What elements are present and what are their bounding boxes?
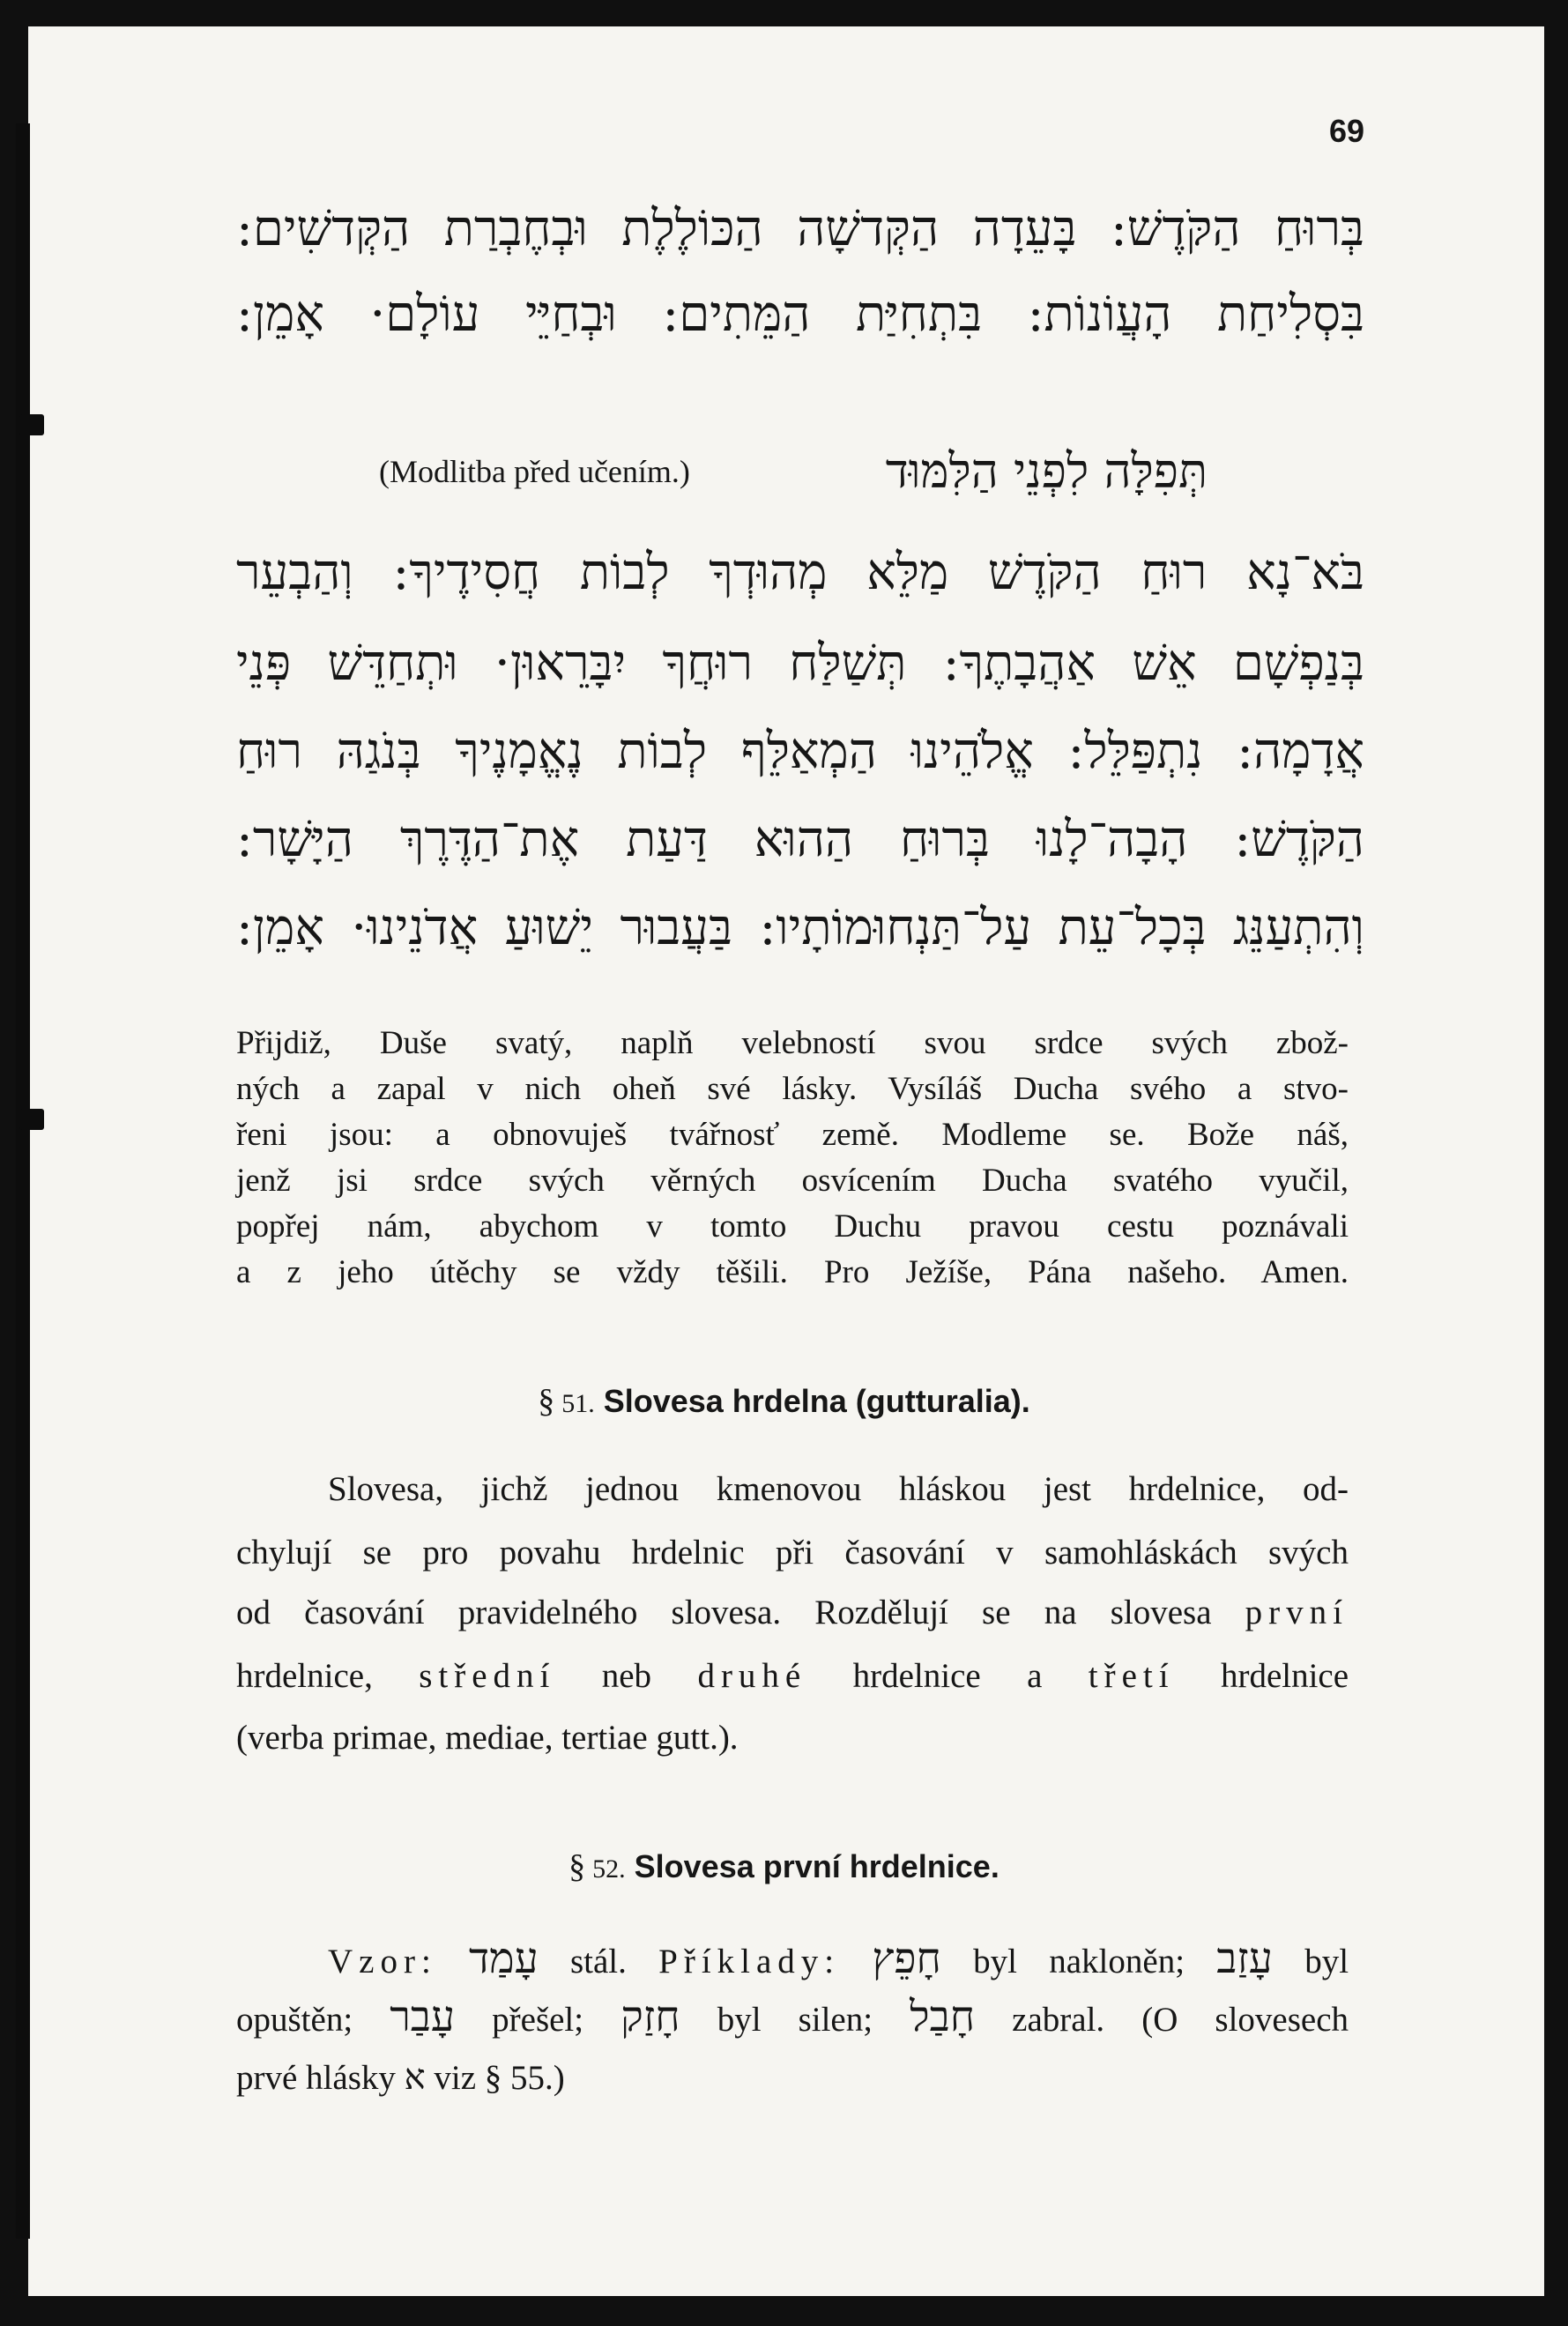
section-51-line: (verba primae, mediae, tertiae gutt.). [236,1719,739,1757]
text-segment: (O slovesech [1141,2001,1349,2039]
gloss: přešel; [492,2001,584,2039]
hebrew-word: חָפֵץ [872,1934,941,1983]
czech-prayer-line: popřej nám, abychom v tomto Duchu pravou cestu poznávali [236,1208,1349,1245]
section-51-line [236,1588,1349,1638]
hebrew-prayer-line: בֹּא־נָא רוּחַ הַקֹּדֶשׁ מַלֵּא מְהוּדְךָ לְבוֹת חֲסִידֶיךָ: וְהַבְעֵר [236,544,1364,601]
section-51-line: chylují se pro povahu hrdelnic při časování v samohláskách svých [236,1534,1349,1572]
text-segment: prvé hlásky [236,2059,396,2097]
hebrew-prayer-line: אֲדָמָה: נִתְפַּלֵּל: אֱלֹהֵינוּ הַמְאַלֵּף לְבוֹת נֶאֱמָנֶיךָ בְּנֹגַהּ רוּחַ [236,723,1364,780]
prayer-title-hebrew: תְּפִלָּה לִפְנֵי הַלִּמּוּד [885,443,1208,499]
gloss: byl nakloněn; [973,1943,1185,1980]
czech-prayer-line: řeni jsou: a obnovuješ tvářnosť země. Modleme se. Bože náš, [236,1117,1349,1153]
binding-mark [19,414,44,435]
hebrew-line: בִּסְלִיחַת הָעֲוֹנוֹת: בִּתְחִיַּת הַמֵּתִים: וּבְחַיֵּי עוֹלָם· אָמֵן: [236,286,1364,343]
text-segment: viz § 55.) [434,2059,565,2097]
text-segment: opuštěn; [236,2001,353,2039]
binding-edge [16,123,30,2239]
text-segment: hrdelnice [1220,1657,1349,1695]
gloss: byl [1304,1943,1349,1980]
priklady-label: Příklady: [658,1943,841,1980]
vzor-label: Vzor: [328,1943,437,1980]
prayer-title-czech: (Modlitba před učením.) [379,454,690,489]
binding-mark [19,1109,44,1130]
hebrew-word: חָזַק [621,1992,680,2041]
czech-prayer-line: jenž jsi srdce svých věrných osvícením Ducha svatého vyučil, [236,1163,1349,1199]
hebrew-line: בְּרוּחַ הַקֹּדֶשׁ: בָּעֵדָה הַקְּדשָׁה הַכּוֹלֶלֶת וּבְחֶבְרַת הַקְּדשִׁים: [236,200,1364,257]
section-51-heading [0,1382,1568,1421]
section-51-line: Slovesa, jichž jednou kmenovou hláskou jest hrdelnice, od- [328,1470,1349,1508]
hebrew-word: עָבַר [390,1992,456,2041]
page-number: 69 [1328,113,1364,149]
prayer-title [379,441,1208,502]
section-number: 51. [561,1389,595,1418]
czech-prayer-line: a z jeho útěchy se vždy těšili. Pro Ježíše, Pána našeho. Amen. [236,1254,1349,1290]
text-segment: hrdelnice a [852,1657,1043,1695]
spaced-word: první [1245,1594,1349,1631]
hebrew-word: עָמַד [469,1934,539,1983]
spaced-word: střední [419,1657,556,1695]
section-51-line [236,1652,1349,1701]
section-title: Slovesa hrdelna (gutturalia). [603,1383,1030,1419]
hebrew-prayer-line: וְהִתְעַנֵּג בְּכָל־עֵת עַל־תַּנְחוּמוֹתָיו: בַּעֲבוּר יֵשׁוּעַ אֲדֹנֵינוּ· אָמֵן: [236,899,1364,956]
section-symbol: § [568,1848,586,1885]
section-52-line [236,1988,1349,2048]
text-segment: neb [601,1657,652,1695]
hebrew-word: עָזַב [1216,1934,1273,1983]
gloss: byl silen; [717,2001,873,2039]
section-52-line [328,1930,1349,1990]
hebrew-prayer-line: בְּנַפְשָׁם אֵשׁ אַהֲבָתֶךָ: תְּשַׁלַּח רוּחֲךָ יִבָּרֵאוּן· וּתְחַדֵּשׁ פְּנֵי [236,635,1364,692]
hebrew-word: חָבַל [910,1992,976,2041]
hebrew-letter: א [404,2057,426,2098]
spaced-word: druhé [697,1657,807,1695]
gloss: zabral. [1012,2001,1105,2039]
section-title: Slovesa první hrdelnice. [634,1848,1000,1884]
section-symbol: § [538,1383,555,1420]
section-52-line [236,2049,1349,2107]
section-52-heading [0,1847,1568,1886]
czech-prayer-line: Přijdiž, Duše svatý, naplň velebností svou srdce svých zbož- [236,1025,1349,1061]
hebrew-prayer-line: הַקֹּדֶשׁ: הָבָה־לָנוּ בְּרוּחַ הַהוּא דַּעַת אֶת־הַדֶּרֶךְ הַיָּשָׁר: [236,811,1364,868]
text-segment: od časování pravidelného slovesa. Rozdělují se na slovesa [236,1594,1212,1631]
spaced-word: třetí [1088,1657,1175,1695]
gloss: stál. [569,1943,627,1980]
czech-prayer-line: ných a zapal v nich oheň své lásky. Vysíláš Ducha svého a stvo- [236,1071,1349,1107]
section-number: 52. [592,1854,626,1884]
text-segment: hrdelnice, [236,1657,373,1695]
